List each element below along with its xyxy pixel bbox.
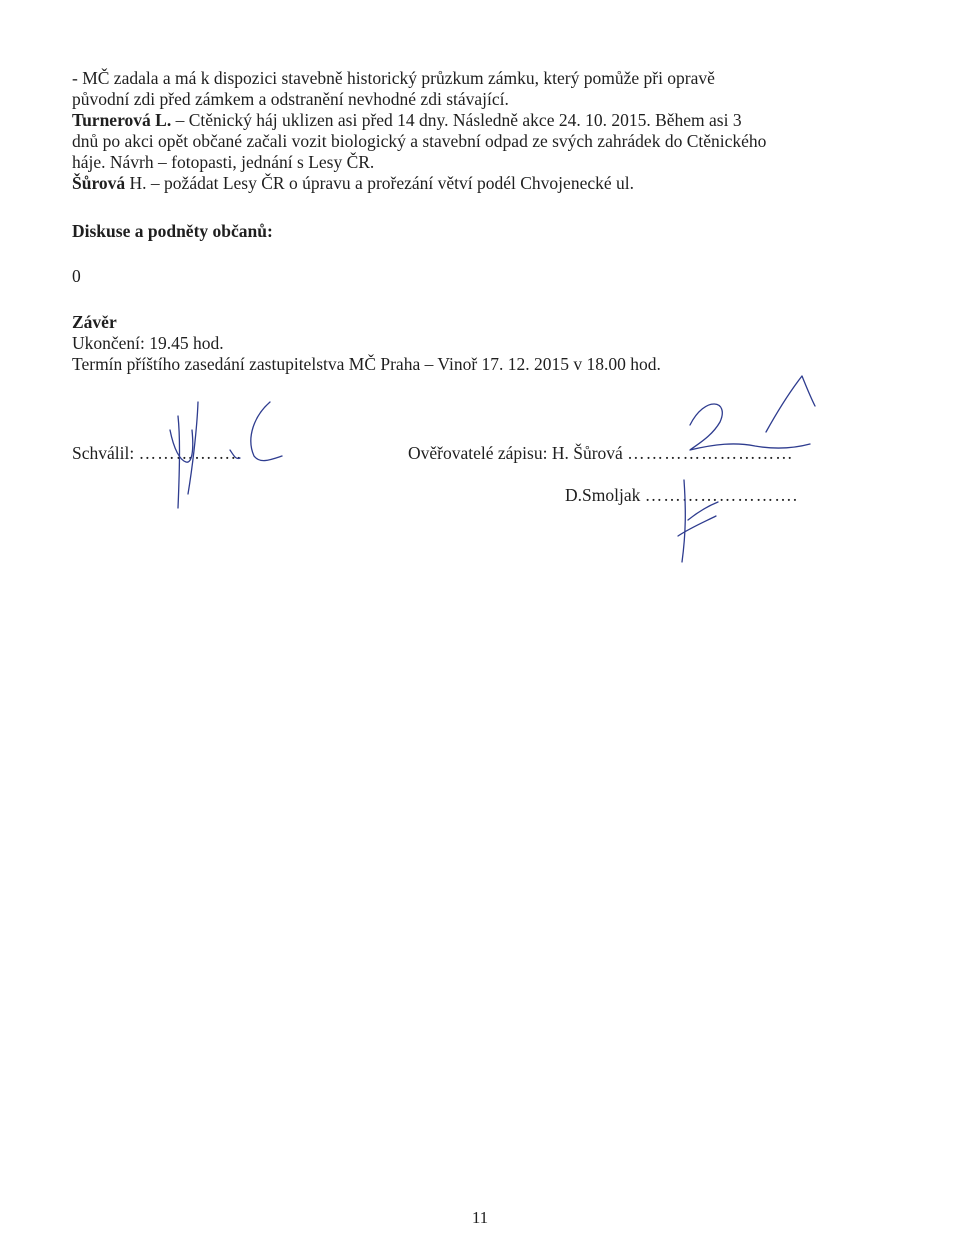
turnerova-note-line-1 bbox=[72, 110, 872, 131]
end-time: Ukončení: 19.45 hod. bbox=[72, 333, 224, 353]
surova-note-line bbox=[72, 173, 872, 194]
conclusion-heading: Závěr bbox=[72, 312, 117, 332]
approver-signature-drawing bbox=[150, 390, 300, 520]
turnerova-text-1: – Ctěnický háj uklizen asi před 14 dny. Následně akce 24. 10. 2015. Během asi 3 bbox=[171, 110, 742, 130]
discussion-heading: Diskuse a podněty občanů: bbox=[72, 221, 273, 241]
discussion-value: 0 bbox=[72, 266, 81, 286]
approved-label: Schválil: bbox=[72, 443, 135, 463]
verifier1-signature-drawing bbox=[660, 370, 830, 480]
approved-dotted-line: …………….. bbox=[138, 443, 242, 463]
turnerova-note-line-3: háje. Návrh – fotopasti, jednání s Lesy ČR. bbox=[72, 152, 375, 172]
note-line-2: původní zdi před zámkem a odstranění nevhodné zdi stávající. bbox=[72, 89, 509, 109]
verifier1-dotted-line: ……………………… bbox=[627, 443, 794, 463]
verifier2-signature-drawing bbox=[660, 470, 770, 570]
verifier2-name: D.Smoljak bbox=[565, 485, 641, 505]
verifier2-dotted-line: ……………………. bbox=[644, 485, 799, 505]
surova-text: H. – požádat Lesy ČR o úpravu a prořezání větví podél Chvojenecké ul. bbox=[125, 173, 634, 193]
page-number: 11 bbox=[471, 1208, 489, 1227]
speaker-surova: Šůrová bbox=[72, 173, 126, 193]
turnerova-note-line-2: dnů po akci opět občané začali vozit biologický a stavební odpad ze svých zahrádek do Ctěnického bbox=[72, 131, 767, 151]
discussion-notes bbox=[72, 68, 872, 194]
note-line-1: - MČ zadala a má k dispozici stavebně historický průzkum zámku, který pomůže při opravě bbox=[72, 68, 715, 88]
next-meeting: Termín příštího zasedání zastupitelstva MČ Praha – Vinoř 17. 12. 2015 v 18.00 hod. bbox=[72, 354, 661, 374]
verifiers-label: Ověřovatelé zápisu: H. Šůrová bbox=[408, 443, 623, 463]
speaker-turnerova: Turnerová L. bbox=[72, 110, 172, 130]
